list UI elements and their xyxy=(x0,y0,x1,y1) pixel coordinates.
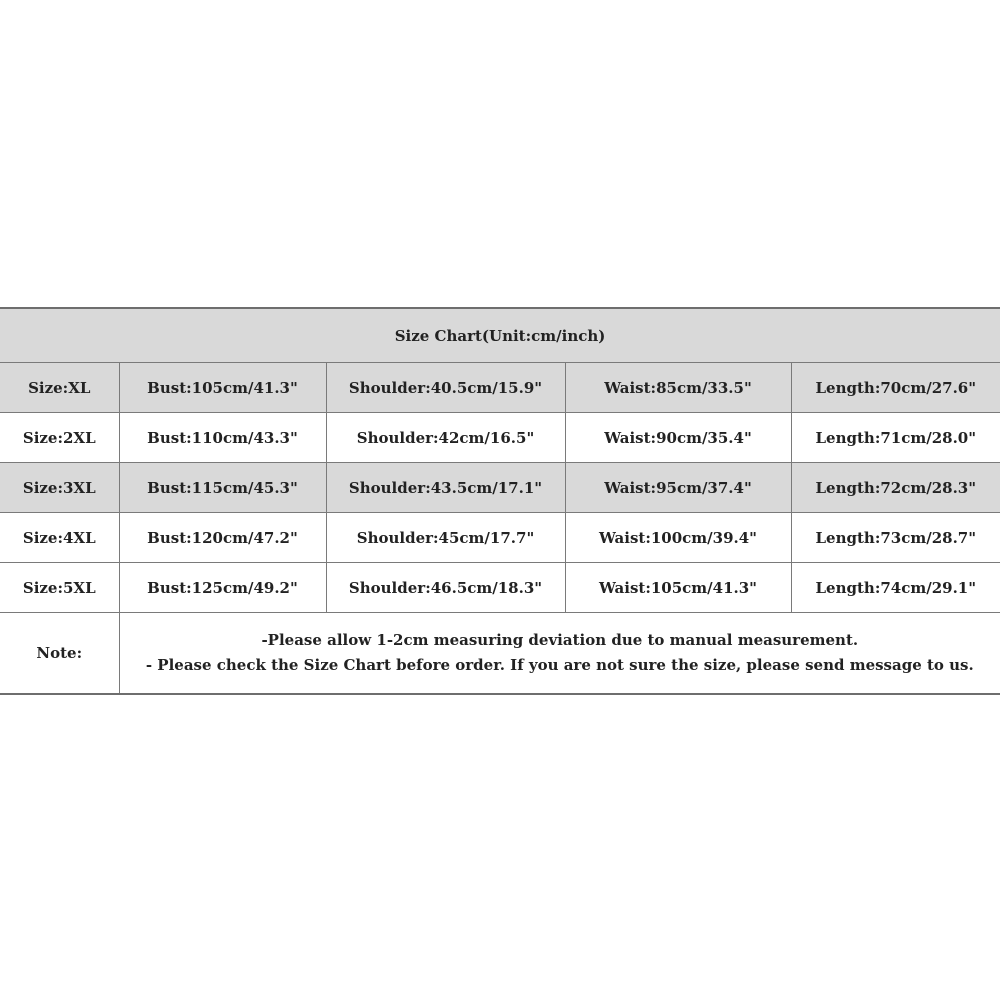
table-row xyxy=(0,413,1000,463)
table-row xyxy=(0,513,1000,563)
table-row xyxy=(0,563,1000,613)
bust-cell: Bust:115cm/45.3" xyxy=(119,463,326,513)
size-cell: Size:2XL xyxy=(0,413,119,463)
table-title: Size Chart(Unit:cm/inch) xyxy=(0,308,1000,363)
size-cell: Size:3XL xyxy=(0,463,119,513)
length-cell: Length:70cm/27.6" xyxy=(791,363,1000,413)
bust-cell: Bust:125cm/49.2" xyxy=(119,563,326,613)
size-cell: Size:5XL xyxy=(0,563,119,613)
size-cell: Size:4XL xyxy=(0,513,119,563)
note-text xyxy=(119,613,1000,695)
table-title-row xyxy=(0,308,1000,363)
table-row xyxy=(0,463,1000,513)
table-row xyxy=(0,363,1000,413)
length-cell: Length:74cm/29.1" xyxy=(791,563,1000,613)
bust-cell: Bust:105cm/41.3" xyxy=(119,363,326,413)
shoulder-cell: Shoulder:40.5cm/15.9" xyxy=(326,363,565,413)
size-cell: Size:XL xyxy=(0,363,119,413)
length-cell: Length:71cm/28.0" xyxy=(791,413,1000,463)
shoulder-cell: Shoulder:43.5cm/17.1" xyxy=(326,463,565,513)
waist-cell: Waist:90cm/35.4" xyxy=(565,413,791,463)
shoulder-cell: Shoulder:46.5cm/18.3" xyxy=(326,563,565,613)
shoulder-cell: Shoulder:45cm/17.7" xyxy=(326,513,565,563)
note-label: Note: xyxy=(0,613,119,695)
waist-cell: Waist:85cm/33.5" xyxy=(565,363,791,413)
shoulder-cell: Shoulder:42cm/16.5" xyxy=(326,413,565,463)
waist-cell: Waist:105cm/41.3" xyxy=(565,563,791,613)
length-cell: Length:72cm/28.3" xyxy=(791,463,1000,513)
note-row xyxy=(0,613,1000,695)
length-cell: Length:73cm/28.7" xyxy=(791,513,1000,563)
note-line: -Please allow 1-2cm measuring deviation due to manual measurement. xyxy=(261,631,859,649)
bust-cell: Bust:120cm/47.2" xyxy=(119,513,326,563)
waist-cell: Waist:100cm/39.4" xyxy=(565,513,791,563)
waist-cell: Waist:95cm/37.4" xyxy=(565,463,791,513)
size-chart-table xyxy=(0,307,1000,695)
note-line: - Please check the Size Chart before order. If you are not sure the size, please send message to us. xyxy=(145,656,974,674)
bust-cell: Bust:110cm/43.3" xyxy=(119,413,326,463)
